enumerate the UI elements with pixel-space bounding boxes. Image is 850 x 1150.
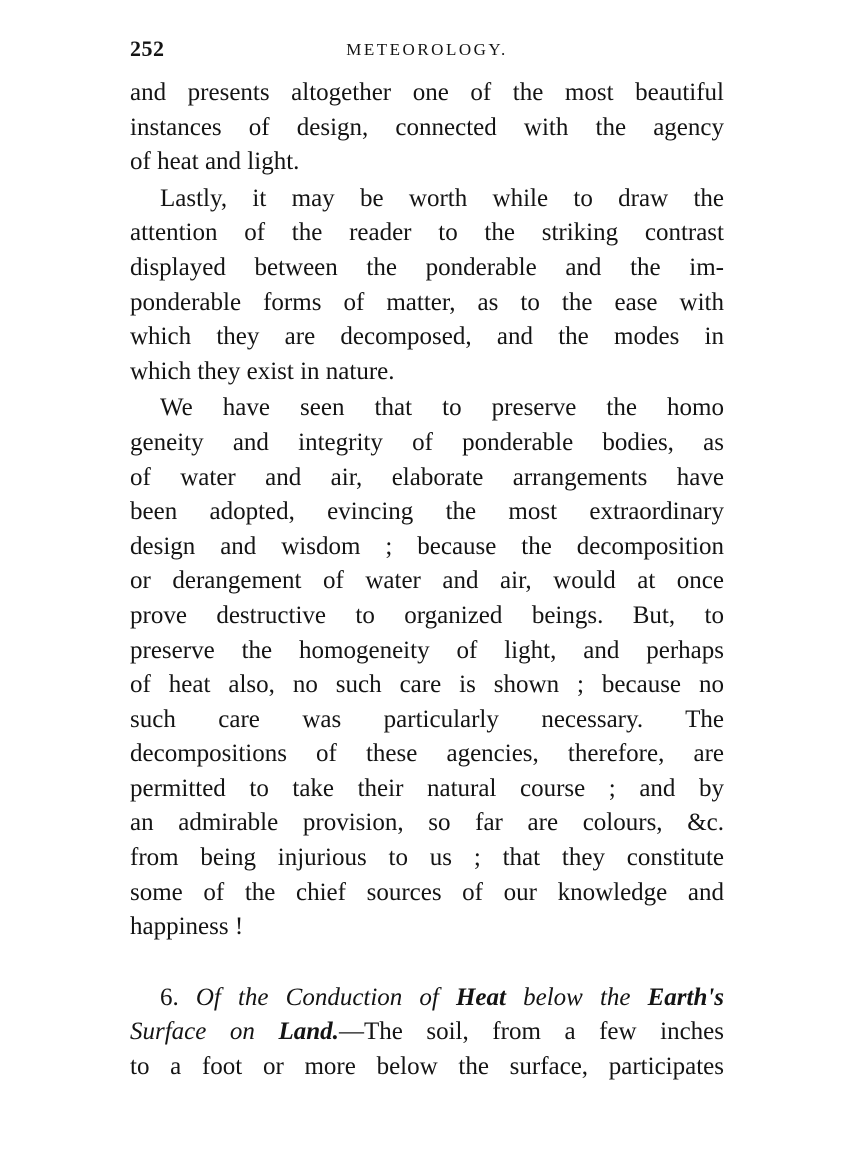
text-line: which they exist in nature. [130, 357, 395, 385]
text-line: ponderable forms of matter, as to the ease with [130, 288, 724, 316]
text-line: attention of the reader to the striking contrast [130, 219, 724, 247]
text-line: displayed between the ponderable and the im- [130, 253, 724, 281]
running-title: METEOROLOGY. [346, 40, 508, 59]
text-line: The soil, from a few inches [363, 1018, 725, 1046]
em-dash: — [338, 1018, 364, 1046]
text-line: some of the chief sources of our knowledge and [130, 878, 724, 906]
text-line: of water and air, elaborate arrangements have [130, 463, 724, 491]
text-line: such care was particularly necessary. The [130, 705, 724, 733]
text-line: geneity and integrity of ponderable bodies, as [130, 428, 724, 456]
text-line: of heat also, no such care is shown ; because no [130, 671, 724, 699]
paragraph-2 [130, 182, 724, 390]
text-line: of heat and light. [130, 148, 300, 176]
running-head [130, 36, 724, 76]
section-title-part-2: Surface on Land. [130, 1018, 339, 1046]
text-line: happiness ! [130, 913, 244, 941]
text-line: or derangement of water and air, would at once [130, 567, 724, 595]
text-line: design and wisdom ; because the decomposition [130, 532, 724, 560]
text-line: instances of design, connected with the agency [130, 113, 724, 141]
text-line: from being injurious to us ; that they constitute [130, 844, 724, 872]
text-line: Lastly, it may be worth while to draw the [160, 184, 724, 212]
text-line: been adopted, evincing the most extraordinary [130, 498, 724, 526]
section-heading-line-2 [130, 1015, 724, 1050]
text-line: to a foot or more below the surface, participates [130, 1053, 724, 1081]
text-line: preserve the homogeneity of light, and perhaps [130, 636, 724, 664]
section-heading-line [130, 981, 724, 1016]
text-line: decompositions of these agencies, therefore, are [130, 740, 724, 768]
section-6 [130, 981, 724, 1085]
text-line: which they are decomposed, and the modes in [130, 323, 724, 351]
paragraph-1 [130, 76, 724, 180]
paragraph-3 [130, 391, 724, 945]
section-spacer [130, 945, 724, 981]
text-line: permitted to take their natural course ; and by [130, 774, 724, 802]
text-line: prove destructive to organized beings. But, to [130, 601, 724, 629]
text-line: an admirable provision, so far are colours, &c. [130, 809, 724, 837]
text-line: We have seen that to preserve the homo [160, 394, 724, 422]
section-title-part-1: Of the Conduction of Heat below the Earth's [195, 983, 725, 1011]
body-text [130, 76, 724, 1085]
book-page [130, 36, 724, 1085]
page-number: 252 [130, 36, 165, 61]
text-line: and presents altogether one of the most beautiful [130, 79, 724, 106]
section-number: 6. [160, 983, 179, 1011]
